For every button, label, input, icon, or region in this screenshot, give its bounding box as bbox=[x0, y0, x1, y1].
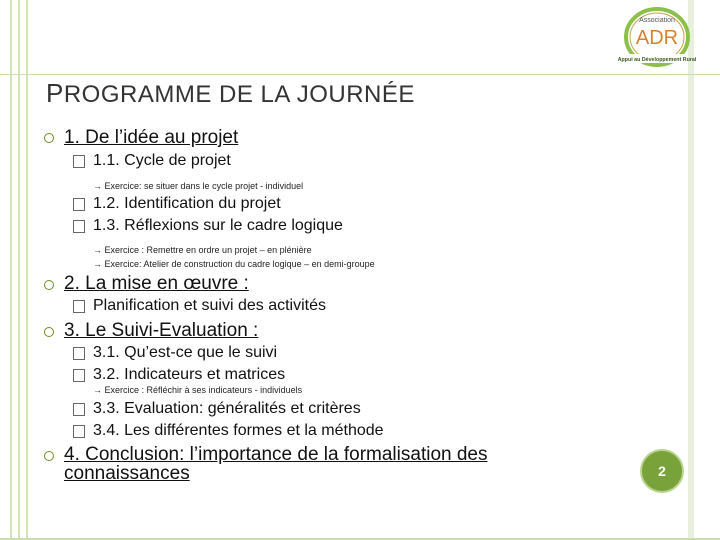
exercise-note: → Exercice : Remettre en ordre un projet – en plénière bbox=[93, 245, 312, 255]
section-3-heading: 3. Le Suivi-Evaluation : bbox=[64, 320, 259, 341]
arrow-right-icon: → bbox=[93, 385, 105, 395]
circle-bullet-icon bbox=[44, 280, 54, 290]
square-bullet-icon bbox=[73, 369, 85, 382]
page-number-badge: 2 bbox=[640, 449, 684, 493]
section-4-heading: 4. Conclusion: l’importance de la formalisation des connaissances bbox=[64, 444, 488, 484]
square-bullet-icon bbox=[73, 425, 85, 438]
square-bullet-icon bbox=[73, 347, 85, 360]
decor-horizontal-line bbox=[0, 74, 720, 75]
exercise-note: → Exercice: se situer dans le cycle projet - individuel bbox=[93, 181, 304, 191]
item-2-1: Planification et suivi des activités bbox=[93, 297, 326, 314]
arrow-right-icon: → bbox=[93, 245, 105, 255]
square-bullet-icon bbox=[73, 198, 85, 211]
square-bullet-icon bbox=[73, 403, 85, 416]
decor-vertical-line bbox=[10, 0, 12, 540]
adr-logo bbox=[617, 6, 697, 72]
arrow-right-icon: → bbox=[93, 259, 105, 269]
item-3-2: 3.2. Indicateurs et matrices bbox=[93, 366, 286, 383]
item-3-4: 3.4. Les différentes formes et la méthode bbox=[93, 422, 384, 439]
circle-bullet-icon bbox=[44, 133, 54, 143]
circle-bullet-icon bbox=[44, 327, 54, 337]
circle-bullet-icon bbox=[44, 451, 54, 461]
item-1-2: 1.2. Identification du projet bbox=[93, 195, 281, 212]
logo-top-text: Association bbox=[639, 17, 675, 24]
section-2-heading: 2. La mise en œuvre : bbox=[64, 273, 249, 294]
item-1-1: 1.1. Cycle de projet bbox=[93, 152, 231, 169]
item-3-1: 3.1. Qu’est-ce que le suivi bbox=[93, 344, 278, 361]
page-title: PROGRAMME DE LA JOURNÉE bbox=[46, 78, 415, 108]
section-1-heading: 1. De l’idée au projet bbox=[64, 127, 239, 148]
square-bullet-icon bbox=[73, 155, 85, 168]
logo-bottom-text: Appui au Développement Rural bbox=[617, 57, 697, 63]
logo-main-text: ADR bbox=[635, 27, 679, 49]
item-3-3: 3.3. Evaluation: généralités et critères bbox=[93, 400, 361, 417]
square-bullet-icon bbox=[73, 220, 85, 233]
decor-right-band bbox=[688, 0, 694, 540]
exercise-note: → Exercice: Atelier de construction du cadre logique – en demi-groupe bbox=[93, 259, 375, 269]
arrow-right-icon: → bbox=[93, 181, 105, 191]
square-bullet-icon bbox=[73, 300, 85, 313]
exercise-note: → Exercice : Réfléchir à ses indicateurs - individuels bbox=[93, 385, 303, 395]
decor-vertical-line bbox=[26, 0, 28, 540]
decor-vertical-line bbox=[18, 0, 20, 540]
item-1-3: 1.3. Réflexions sur le cadre logique bbox=[93, 217, 343, 234]
